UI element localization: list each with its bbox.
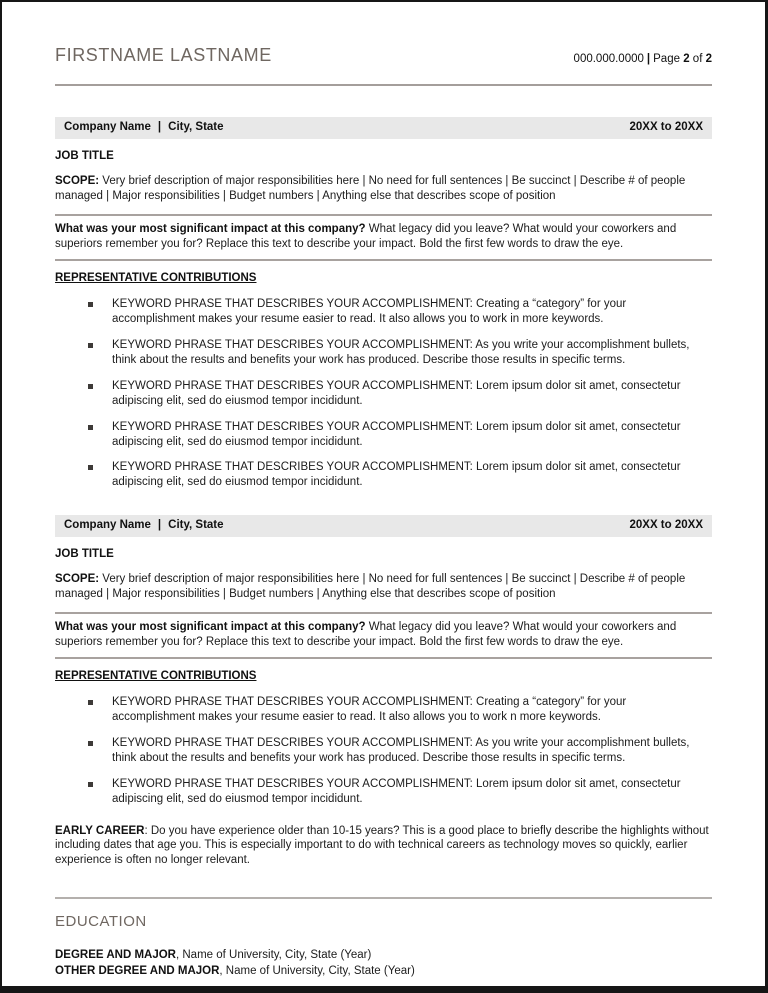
scope-label: SCOPE:: [55, 573, 100, 586]
company-header-bar: [55, 515, 712, 537]
square-bullet-icon: [88, 465, 93, 470]
page-title: FIRSTNAME LASTNAME: [55, 45, 272, 65]
degree-details: , Name of University, City, State (Year): [175, 948, 372, 961]
impact-callout: [55, 612, 712, 659]
early-career-label: EARLY CAREER: [55, 824, 145, 837]
square-bullet-icon: [88, 343, 93, 348]
experience-section: [55, 117, 712, 490]
degree-name: OTHER DEGREE AND MAJOR: [55, 965, 220, 978]
degree-name: DEGREE AND MAJOR: [55, 948, 176, 961]
square-bullet-icon: [88, 782, 93, 787]
education-entries: [55, 947, 712, 980]
impact-text: What legacy did you leave? What would your coworkers and superiors remember you for? Replace this text to describe your impact. Bold the first few words to draw the eye.: [55, 223, 677, 251]
bullet-text: KEYWORD PHRASE THAT DESCRIBES YOUR ACCOMPLISHMENT: Creating a “category” for your accomplishment makes your resume easier to read. It also allows you to work in more keywords.: [112, 297, 627, 325]
page-header: [55, 44, 712, 67]
bullet-text: KEYWORD PHRASE THAT DESCRIBES YOUR ACCOMPLISHMENT: As you write your accomplishment bullets, think about the results and benefits your work has produced. Describe those results in specific terms.: [112, 338, 690, 366]
header-divider: [55, 84, 712, 86]
bullet-text: KEYWORD PHRASE THAT DESCRIBES YOUR ACCOMPLISHMENT: Creating a “category” for your accomplishment makes your resume easier to read. It also allows you to work n more keywords.: [112, 695, 627, 723]
contributions-heading: REPRESENTATIVE CONTRIBUTIONS: [55, 272, 257, 285]
impact-text: What legacy did you leave? What would your coworkers and superiors remember you for? Replace this text to describe your impact. Bold the first few words to draw the eye.: [55, 621, 677, 649]
page-total: 2: [705, 53, 712, 66]
square-bullet-icon: [88, 384, 93, 389]
scope-text: Very brief description of major responsibilities here | No need for full sentences | Be succinct | Describe # of people managed | Major responsibilities | Budget numbers | Anything else that describes scope of position: [55, 573, 686, 601]
degree-details: , Name of University, City, State (Year): [219, 965, 415, 978]
job-title: JOB TITLE: [55, 548, 114, 561]
list-item: [55, 420, 712, 450]
impact-callout: [55, 214, 712, 261]
contributions-list: [55, 695, 712, 807]
employment-dates: 20XX to 20XX: [629, 519, 703, 532]
early-career-text: : Do you have experience older than 10-15 years? This is a good place to briefly describe the highlights without including dates that age you. This is especially important to do with technical careers as technology moves so quickly, earlier experience is often no longer relevant.: [55, 824, 709, 867]
bar-separator: |: [157, 121, 162, 134]
impact-lead: What was your most significant impact at this company?: [55, 223, 366, 236]
education-entry: [55, 947, 712, 963]
bullet-text: KEYWORD PHRASE THAT DESCRIBES YOUR ACCOMPLISHMENT: Lorem ipsum dolor sit amet, consectetur adipiscing elit, sed do eiusmod tempor incididunt.: [112, 420, 681, 448]
list-item: [55, 695, 712, 725]
phone-number: 000.000.0000: [573, 53, 644, 66]
list-item: [55, 460, 712, 490]
bar-separator: |: [157, 519, 162, 532]
scope-label: SCOPE:: [55, 175, 100, 188]
company-header-bar: [55, 117, 712, 139]
header-contact: [574, 52, 712, 67]
bullet-text: KEYWORD PHRASE THAT DESCRIBES YOUR ACCOMPLISHMENT: Lorem ipsum dolor sit amet, consectetur adipiscing elit, sed do eiusmod tempor incididunt.: [112, 777, 681, 805]
list-item: [55, 338, 712, 368]
square-bullet-icon: [88, 302, 93, 307]
contributions-heading: REPRESENTATIVE CONTRIBUTIONS: [55, 669, 257, 682]
contact-separator: |: [646, 53, 651, 66]
page-word: Page: [653, 53, 680, 66]
company-name: Company Name: [64, 121, 151, 134]
contributions-list: [55, 297, 712, 490]
experience-section: [55, 515, 712, 806]
list-item: [55, 379, 712, 409]
education-divider: [55, 897, 712, 899]
company-location: City, State: [168, 121, 224, 134]
list-item: [55, 777, 712, 807]
bullet-text: KEYWORD PHRASE THAT DESCRIBES YOUR ACCOMPLISHMENT: Lorem ipsum dolor sit amet, consectetur adipiscing elit, sed do eiusmod tempor incididunt.: [112, 461, 681, 489]
bullet-text: KEYWORD PHRASE THAT DESCRIBES YOUR ACCOMPLISHMENT: Lorem ipsum dolor sit amet, consectetur adipiscing elit, sed do eiusmod tempor incididunt.: [112, 379, 681, 407]
bullet-text: KEYWORD PHRASE THAT DESCRIBES YOUR ACCOMPLISHMENT: As you write your accomplishment bullets, think about the results and benefits your work has produced. Describe those results in specific terms.: [112, 736, 690, 764]
employment-dates: 20XX to 20XX: [629, 121, 703, 134]
list-item: [55, 736, 712, 766]
company-location: City, State: [168, 519, 224, 532]
square-bullet-icon: [88, 700, 93, 705]
scope-paragraph: [55, 174, 712, 204]
page-number: 2: [683, 53, 690, 66]
impact-lead: What was your most significant impact at this company?: [55, 621, 366, 634]
company-name-location: [64, 518, 224, 533]
job-title: JOB TITLE: [55, 150, 114, 163]
education-entry: [55, 963, 712, 979]
scope-paragraph: [55, 572, 712, 602]
scope-text: Very brief description of major responsibilities here | No need for full sentences | Be succinct | Describe # of people managed | Major responsibilities | Budget numbers | Anything else that describes scope of position: [55, 175, 686, 203]
company-name-location: [64, 120, 224, 135]
list-item: [55, 297, 712, 327]
company-name: Company Name: [64, 519, 151, 532]
early-career-paragraph: [55, 824, 712, 869]
education-heading: EDUCATION: [55, 913, 147, 931]
square-bullet-icon: [88, 425, 93, 430]
square-bullet-icon: [88, 741, 93, 746]
page-content: [2, 2, 765, 979]
of-word: of: [692, 53, 703, 66]
